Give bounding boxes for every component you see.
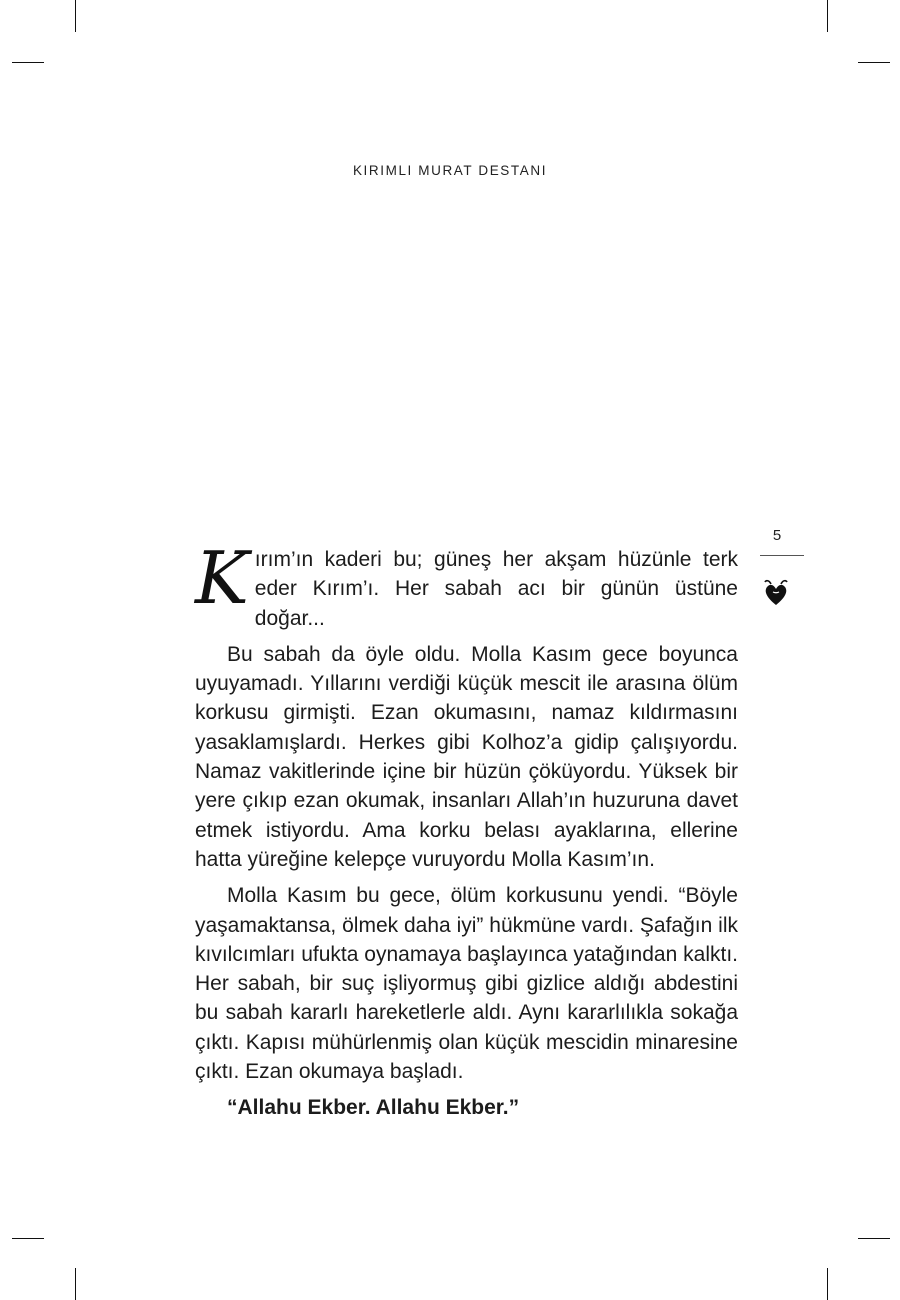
heart-ornament-icon bbox=[762, 578, 790, 608]
crop-mark-left-top bbox=[12, 62, 44, 63]
drop-cap: K bbox=[195, 536, 249, 620]
page-number-rule bbox=[760, 555, 804, 556]
page-number: 5 bbox=[772, 527, 782, 544]
paragraph-2: Bu sabah da öyle oldu. Molla Kasım gece boyunca uyuyamadı. Yıllarını verdiği küçük mescit ile arasına ölüm korkusu girmişti. Ezan okumasını, namaz kıldırmasını yasaklamışlardı. Herkes gibi Kolhoz’a gidip çalışıyordu. Namaz vakitlerinde içine bir hüzün çöküyordu. Yüksek bir yere çıkıp ezan okumak, insanları Allah’ın huzuruna davet etmek istiyordu. Ama korku belası ayaklarına, ellerine hatta yüreğine kelepçe vuruyordu Molla Kasım’ın. bbox=[195, 642, 738, 871]
crop-mark-right-bottom bbox=[858, 1238, 890, 1239]
paragraph-1-text: ırım’ın kaderi bu; güneş her akşam hüzünle terk eder Kırım’ı. Her sabah acı bir günün üstüne doğar... bbox=[254, 548, 738, 630]
paragraph-4: “Allahu Ekber. Allahu Ekber.” bbox=[227, 1096, 520, 1120]
crop-mark-top-left bbox=[75, 0, 76, 32]
crop-mark-bottom-left bbox=[75, 1268, 76, 1300]
crop-mark-right-top bbox=[858, 62, 890, 63]
crop-mark-left-bottom bbox=[12, 1238, 44, 1239]
body-text bbox=[195, 536, 738, 1130]
paragraph-3: Molla Kasım bu gece, ölüm korkusunu yendi. “Böyle yaşamaktansa, ölmek daha iyi” hükmüne vardı. Şafağın ilk kıvılcımları ufukta oynamaya başlayınca yatağından kalktı. Her sabah, bir suç işliyormuş gibi gizlice aldığı abdestini bu sabah kararlı hareketlerle aldı. Aynı kararlılıkla sokağa çıktı. Kapısı mühürlenmiş olan küçük mescidin minaresine çıktı. Ezan okumaya başladı. bbox=[195, 884, 738, 1084]
running-head: KIRIMLI MURAT DESTANI bbox=[352, 163, 548, 178]
crop-mark-bottom-right bbox=[827, 1268, 828, 1300]
crop-mark-top-right bbox=[827, 0, 828, 32]
paragraph-1 bbox=[195, 536, 738, 633]
